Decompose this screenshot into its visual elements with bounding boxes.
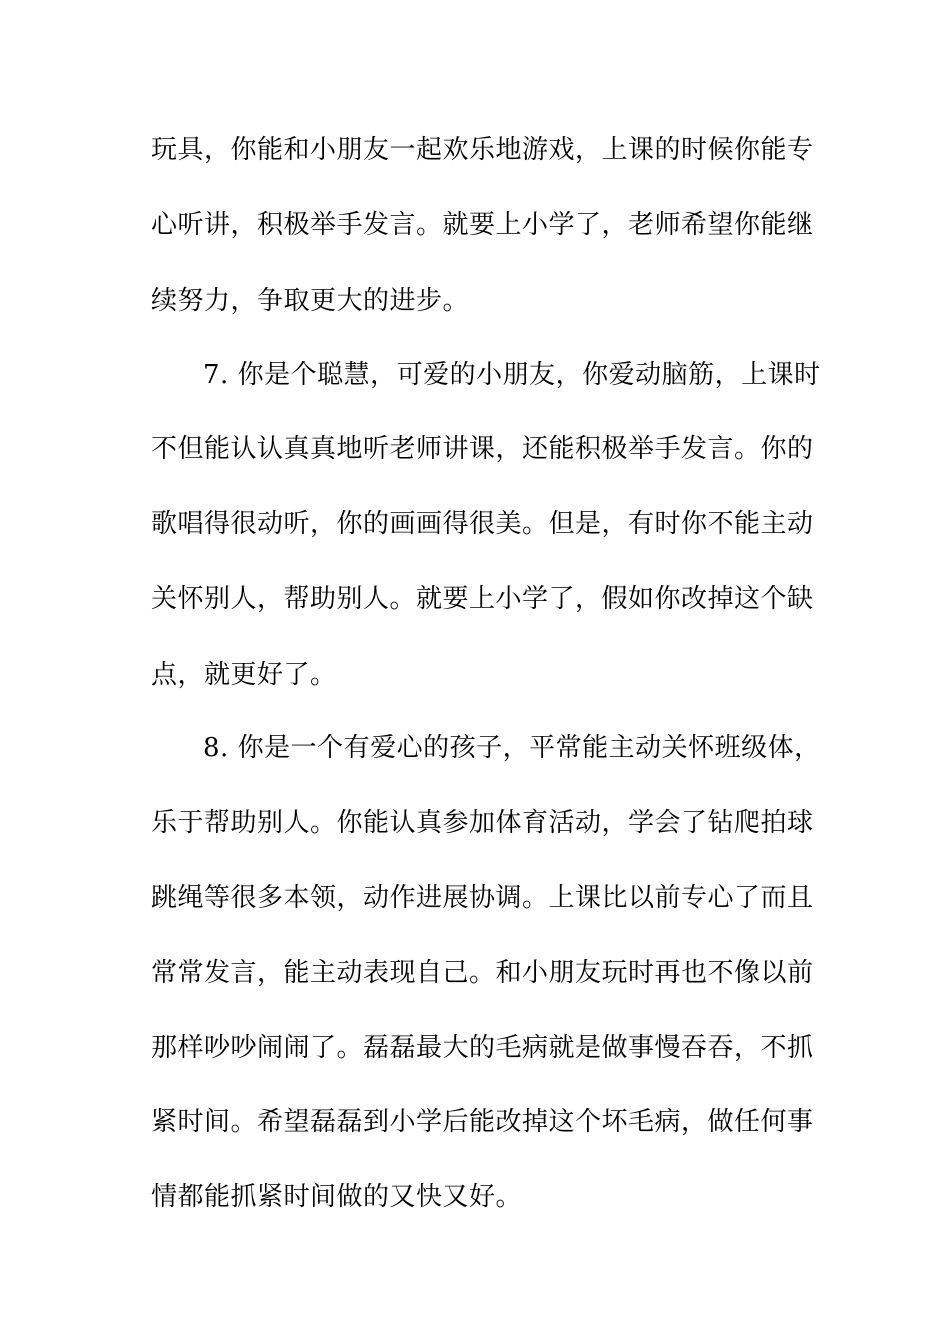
paragraph-line: 歌唱得很动听，你的画画得很美。但是，有时你不能主动 — [151, 509, 814, 539]
paragraph-line: 情都能抓紧时间做的又快又好。 — [151, 1182, 523, 1212]
paragraph-line: 7. 你是个聪慧，可爱的小朋友，你爱动脑筋，上课时 — [203, 360, 821, 390]
paragraph-line: 那样吵吵闹闹了。磊磊最大的毛病就是做事慢吞吞，不抓 — [151, 1033, 814, 1063]
paragraph-line: 乐于帮助别人。你能认真参加体育活动，学会了钻爬拍球 — [151, 808, 814, 838]
paragraph-line: 点，就更好了。 — [151, 660, 337, 690]
paragraph-line: 心听讲，积极举手发言。就要上小学了，老师希望你能继 — [151, 210, 814, 240]
paragraph-line: 不但能认认真真地听老师讲课，还能积极举手发言。你的 — [151, 434, 814, 464]
paragraph-line: 紧时间。希望磊磊到小学后能改掉这个坏毛病，做任何事 — [151, 1107, 814, 1137]
paragraph-line: 跳绳等很多本领，动作进展协调。上课比以前专心了而且 — [151, 883, 814, 913]
paragraph-line: 玩具，你能和小朋友一起欢乐地游戏，上课的时候你能专 — [151, 135, 814, 165]
paragraph-line: 常常发言，能主动表现自己。和小朋友玩时再也不像以前 — [151, 958, 814, 988]
paragraph-line: 续努力，争取更大的进步。 — [151, 286, 470, 316]
paragraph-line: 8. 你是一个有爱心的孩子，平常能主动关怀班级体， — [203, 733, 821, 763]
paragraph-line: 关怀别人，帮助别人。就要上小学了，假如你改掉这个缺 — [151, 584, 814, 614]
